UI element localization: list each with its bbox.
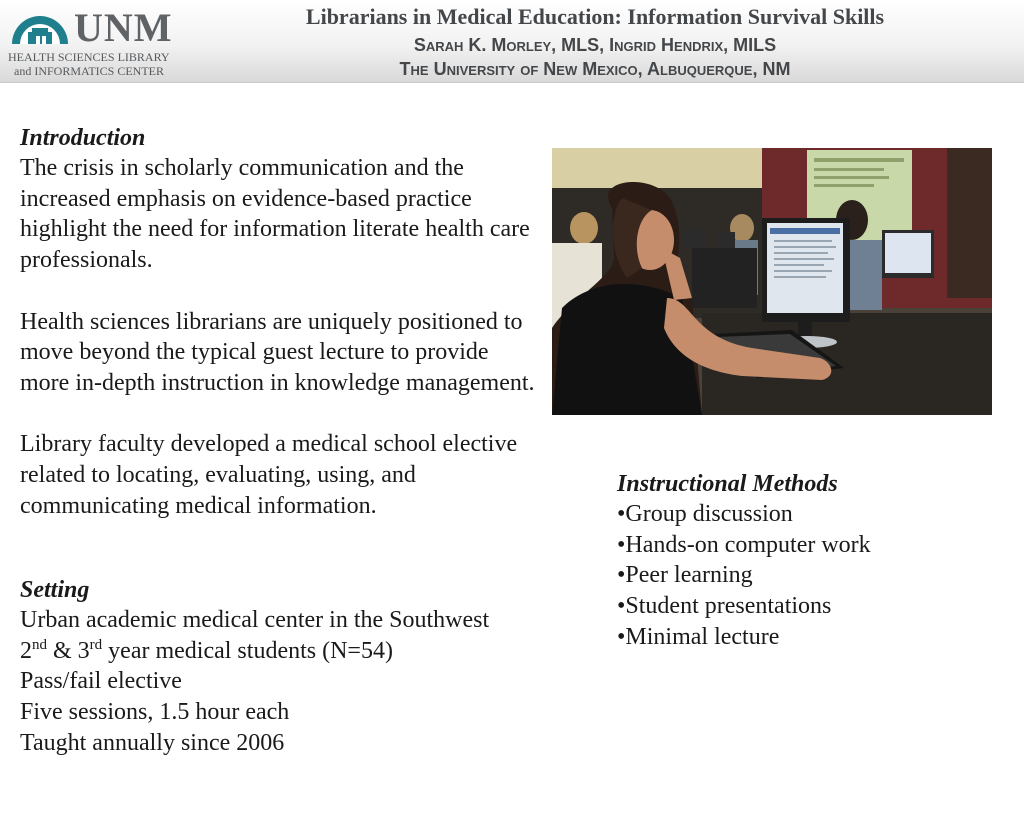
introduction-paragraph: Health sciences librarians are uniquely positioned to move beyond the typical guest lecture to provide more in-depth instruction in knowledge management. (20, 308, 535, 396)
classroom-photo (552, 148, 992, 415)
setting-heading: Setting (20, 577, 90, 603)
setting-line: Pass/fail elective (20, 668, 182, 695)
introduction-paragraph: The crisis in scholarly communication and the increased emphasis on evidence-based practice highlight the need for information literate health care professionals. (20, 155, 530, 274)
instructional-methods-section (617, 469, 997, 653)
methods-list-item: •Hands-on computer work (617, 531, 871, 558)
classroom-photo-illustration (552, 148, 992, 415)
setting-line: Taught annually since 2006 (20, 729, 285, 756)
introduction-section (20, 123, 540, 521)
setting-section (20, 575, 580, 759)
methods-list-item: •Student presentations (617, 593, 832, 620)
unm-logo (6, 6, 186, 78)
setting-sup-nd: nd (32, 636, 47, 653)
poster-affiliation: The University of New Mexico, Albuquerque, NM (399, 59, 791, 79)
methods-list-item: •Peer learning (617, 562, 753, 589)
poster-authors: Sarah K. Morley, MLS, Ingrid Hendrix, MILS (413, 35, 777, 55)
methods-list-item: •Group discussion (617, 501, 793, 527)
methods-list-item: •Minimal lecture (617, 623, 780, 650)
poster-header (0, 0, 1024, 83)
setting-line: Urban academic medical center in the Southwest (20, 607, 490, 633)
setting-year-2: 2 (20, 637, 32, 664)
setting-line (20, 636, 580, 667)
setting-year-3: & 3 (47, 637, 90, 664)
introduction-heading: Introduction (20, 125, 146, 151)
setting-line: Five sessions, 1.5 hour each (20, 699, 290, 726)
logo-subtitle-line1: HEALTH SCIENCES LIBRARY (8, 50, 170, 64)
logo-text: UNM (74, 5, 173, 50)
logo-subtitle-line2: and INFORMATICS CENTER (14, 64, 165, 78)
introduction-paragraph: Library faculty developed a medical school elective related to locating, evaluating, using, and communicating medical information. (20, 431, 518, 519)
poster-title: Librarians in Medical Education: Information Survival Skills (305, 4, 885, 29)
unm-emblem-icon (10, 10, 70, 50)
setting-sup-rd: rd (89, 636, 103, 653)
methods-heading: Instructional Methods (617, 471, 838, 497)
setting-students: year medical students (N=54) (102, 637, 393, 664)
